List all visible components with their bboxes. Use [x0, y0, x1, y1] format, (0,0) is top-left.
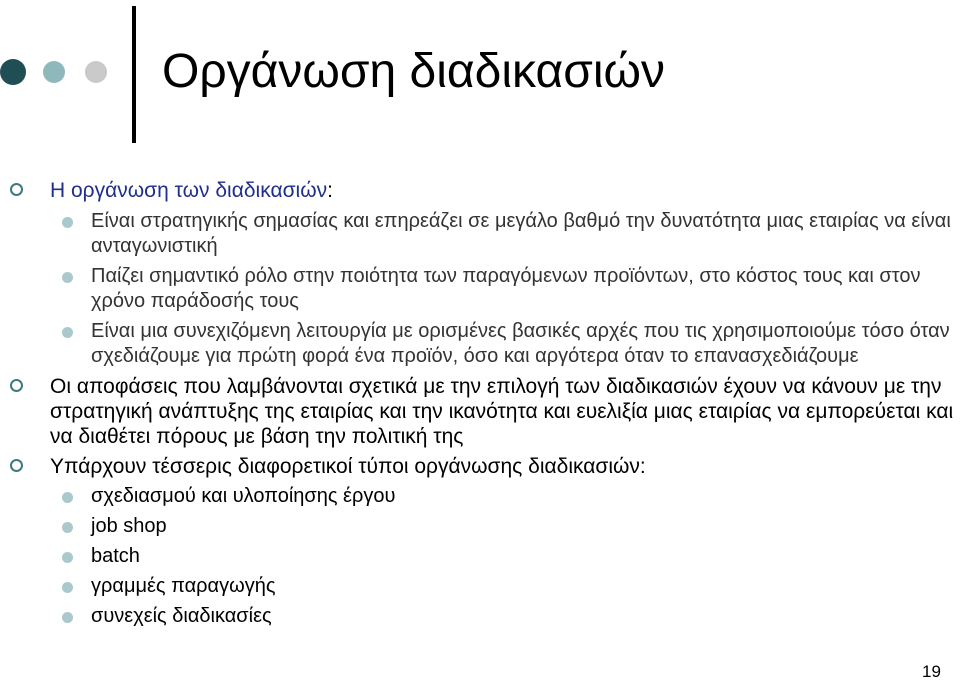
decorative-dots [0, 55, 120, 95]
sub-bullet [0, 264, 960, 314]
sub-bullet-text: σχεδιασμού και υλοποίησης έργου [91, 485, 396, 507]
bullet-heading: Η οργάνωση των διαδικασιών [50, 179, 328, 202]
sub-bullet-text: συνεχείς διαδικασίες [91, 605, 272, 627]
dot-bullet-icon [62, 217, 73, 228]
sub-bullet [0, 209, 960, 259]
bullet-text: Υπάρχουν τέσσερις διαφορετικοί τύποι οργάνωσης διαδικασιών: [50, 455, 646, 478]
sub-bullet [0, 319, 960, 369]
sub-bullet [0, 514, 960, 539]
teal-dot-icon [43, 61, 65, 83]
dot-bullet-icon [62, 522, 73, 533]
sub-bullet-text: γραμμές παραγωγής [91, 575, 276, 597]
sub-bullet-text: batch [91, 545, 140, 567]
bullet-process-organization [0, 178, 960, 203]
slide-body [0, 178, 960, 629]
sub-bullet-text: job shop [91, 515, 167, 537]
dot-bullet-icon [62, 612, 73, 623]
ring-bullet-icon [10, 379, 23, 392]
dark-dot-icon [0, 59, 26, 85]
dot-bullet-icon [62, 552, 73, 563]
ring-bullet-icon [10, 183, 23, 196]
title-divider [132, 6, 136, 143]
bullet-decisions [0, 374, 960, 449]
sub-bullet-text: Είναι στρατηγικής σημασίας και επηρεάζει σε μεγάλο βαθμό την δυνατότητα μιας εταιρίας να είναι ανταγωνιστική [91, 210, 951, 257]
sub-bullet [0, 484, 960, 509]
sub-bullet [0, 604, 960, 629]
bullet-text: Οι αποφάσεις που λαμβάνονται σχετικά με την επιλογή των διαδικασιών έχουν να κάνουν με την στρατηγική ανάπτυξης της εταιρίας και την ικανότητα και ευελιξία μιας εταιρίας να εμπορεύεται και να διαθέτει πόρους με βάση την πολιτική της [50, 375, 954, 448]
ring-bullet-icon [10, 459, 23, 472]
page-number: 19 [922, 662, 941, 681]
sub-bullet-text: Παίζει σημαντικό ρόλο στην ποιότητα των παραγόμενων προϊόντων, στο κόστος τους και στον χρόνο παράδοσής τους [91, 265, 921, 312]
sub-bullet [0, 574, 960, 599]
dot-bullet-icon [62, 327, 73, 338]
grey-dot-icon [85, 61, 107, 83]
sub-bullet [0, 544, 960, 569]
sub-bullet-text: Είναι μια συνεχιζόμενη λειτουργία με ορισμένες βασικές αρχές που τις χρησιμοποιούμε τόσο όταν σχεδιάζουμε για πρώτη φορά ένα προϊόν, όσο και αργότερα όταν το επανασχεδιάζουμε [91, 320, 950, 367]
bullet-heading-colon: : [327, 179, 333, 202]
dot-bullet-icon [62, 272, 73, 283]
slide-title: Οργάνωση διαδικασιών [162, 45, 665, 98]
dot-bullet-icon [62, 582, 73, 593]
dot-bullet-icon [62, 492, 73, 503]
bullet-types [0, 454, 960, 479]
